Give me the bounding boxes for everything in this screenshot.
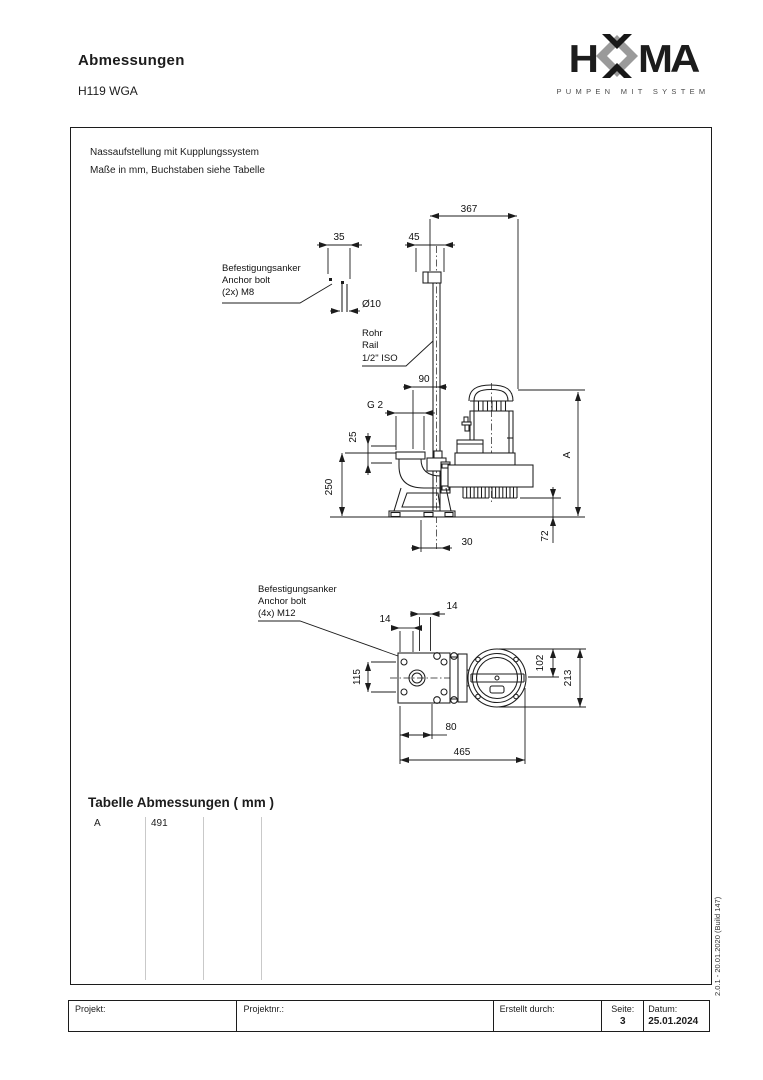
dim-213: 213 (563, 669, 574, 687)
dim-115: 115 (352, 669, 363, 685)
table-column-line (145, 817, 146, 980)
dim-14a: 14 (379, 614, 391, 625)
anchor-bolt-label-en: Anchor bolt (222, 275, 271, 286)
dim-30: 30 (461, 537, 473, 548)
erstellt-label: Erstellt durch: (499, 1004, 555, 1014)
drawing-border (70, 127, 712, 985)
logo-letters-ma: MA (638, 36, 698, 80)
rail-label-size: 1/2" ISO (362, 353, 398, 364)
datum-value: 25.01.2024 (648, 1016, 699, 1027)
projekt-label: Projekt: (75, 1004, 106, 1014)
table-column-line (203, 817, 204, 980)
dim-g2: G 2 (366, 400, 384, 411)
homa-diamond-icon (595, 33, 639, 84)
pump-model: H119 WGA (78, 84, 138, 98)
seite-label: Seite: (611, 1004, 635, 1014)
anchor-bolt-m12-label-size: (4x) M12 (258, 608, 296, 619)
anchor-bolt-label-size: (2x) M8 (222, 287, 255, 298)
homa-logo (553, 33, 713, 96)
dim-dia10: Ø10 (362, 299, 381, 310)
logo-tagline: PUMPEN MIT SYSTEM (556, 87, 710, 96)
footer-table (68, 1000, 710, 1032)
dim-35: 35 (333, 232, 345, 243)
dim-465: 465 (453, 747, 471, 758)
table-column-line (261, 817, 262, 980)
dim-250: 250 (324, 478, 335, 496)
anchor-bolt-label-de: Befestigungsanker (222, 263, 301, 274)
page-title: Abmessungen (78, 52, 185, 69)
table-title: Tabelle Abmessungen ( mm ) (88, 795, 275, 810)
datum-label: Datum: (648, 1004, 678, 1014)
footer-erstellt-cell (494, 1001, 603, 1031)
logo-letter-h: H (568, 36, 596, 80)
dim-102: 102 (535, 654, 546, 672)
projektnr-label: Projektnr.: (243, 1004, 284, 1014)
dim-367: 367 (460, 204, 478, 215)
dim-45: 45 (408, 232, 420, 243)
note-installation: Nassaufstellung mit Kupplungssystem (90, 147, 259, 158)
dim-90: 90 (418, 374, 430, 385)
dim-a: A (562, 451, 573, 459)
table-row-value: 491 (151, 818, 168, 829)
rail-label-en: Rail (362, 340, 379, 351)
table-row-letter: A (94, 818, 101, 829)
note-units: Maße in mm, Buchstaben siehe Tabelle (90, 165, 265, 176)
anchor-bolt-m12-label-en: Anchor bolt (258, 596, 307, 607)
footer-projektnr-cell (237, 1001, 493, 1031)
footer-projekt-cell (69, 1001, 237, 1031)
footer-seite-cell (602, 1001, 644, 1031)
dim-25: 25 (348, 431, 359, 443)
dim-14b: 14 (446, 601, 458, 612)
version-note: 2.0.1 - 20.01.2020 (Build 147) (713, 896, 722, 996)
footer-datum-cell (644, 1001, 709, 1031)
dim-80: 80 (445, 722, 457, 733)
dim-72: 72 (540, 530, 551, 542)
rail-label-de: Rohr (362, 328, 383, 339)
seite-value: 3 (619, 1016, 626, 1027)
anchor-bolt-m12-label-de: Befestigungsanker (258, 584, 337, 595)
